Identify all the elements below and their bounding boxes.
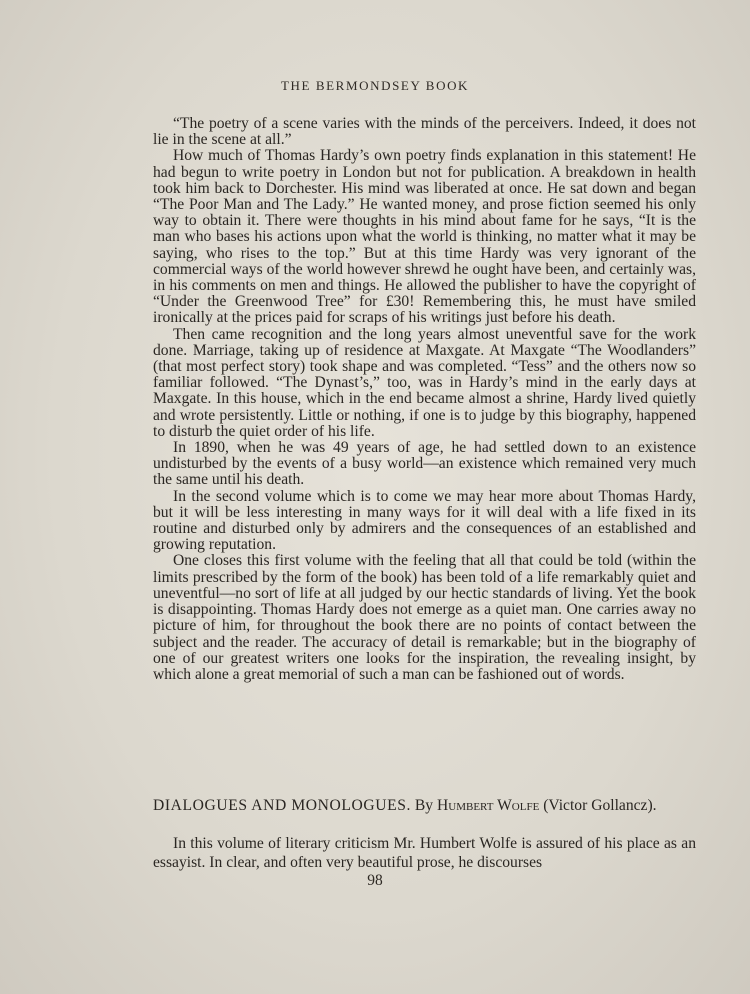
- review-by: By: [414, 797, 434, 814]
- review-heading: [153, 796, 696, 815]
- review-author: Humbert Wolfe: [437, 797, 540, 814]
- main-text: [153, 116, 696, 683]
- review-book-title: DIALOGUES AND MONOLOGUES.: [153, 797, 411, 814]
- review-text: [153, 835, 696, 872]
- paragraph-conclusion: One closes this first volume with the feeling that all that could be told (within the limits prescribed by the form of the book) has been told of a life remarkably quiet and uneventful—no sort of life at all judged by our hectic standards of living. Yet the book is disappointing. Thomas Hardy does not emerge as a quiet man. One carries away no picture of him, for throughout the book there are no points of contact between the subject and the reader. The accuracy of detail is remarkable; but in the biography of one of our greatest writers one looks for the inspiration, the revealing insight, by which alone a great memorial of such a man can be fashioned out of words.: [153, 552, 696, 683]
- paragraph-recognition: Then came recognition and the long years almost uneventful save for the work done. Marriage, taking up of residence at Maxgate. At Maxgate “The Woodlanders” (that most perfect story) took shape and was completed. “Tess” and the others now so familiar followed. “The Dynast’s,” too, was in Hardy’s mind in the early days at Maxgate. In this house, which in the end became almost a shrine, Hardy lived quietly and wrote persistently. Little or nothing, if one is to judge by this biography, happened to disturb the quiet order of his life.: [153, 325, 696, 440]
- running-header: THE BERMONDSEY BOOK: [280, 78, 470, 93]
- review-paragraph: In this volume of literary criticism Mr. Humbert Wolfe is assured of his place as an essayist. In clear, and often very beautiful prose, he discourses: [153, 835, 696, 871]
- paragraph-poetry: How much of Thomas Hardy’s own poetry finds explanation in this statement! He had begun to write poetry in London but not for publication. A breakdown in health took him back to Dorchester. His mind was liberated at once. He sat down and began “The Poor Man and The Lady.” He wanted money, and prose fiction seemed his only way to obtain it. There were thoughts in his mind about fame for he says, “It is the man who bases his actions upon what the world is thinking, no matter what it may be saying, who rises to the top.” But at this time Hardy was very ignorant of the commercial ways of the world however shrewd he ought have been, and certainly was, in his comments on men and things. He allowed the publisher to have the copyright of “Under the Greenwood Tree” for £30! Remembering this, he must have smiled ironically at the prices paid for scraps of his writings just before his death.: [153, 147, 696, 327]
- paragraph-second-volume: In the second volume which is to come we may hear more about Thomas Hardy, but it will be less interesting in many ways for it will deal with a life fixed in its routine and disturbed only by admirers and the consequences of an established and growing reputation.: [153, 487, 696, 554]
- paragraph-1890: In 1890, when he was 49 years of age, he had settled down to an existence undisturbed by the events of a busy world—an existence which remained very much the same until his death.: [153, 439, 696, 489]
- page-number: 98: [367, 872, 383, 889]
- review-publisher: (Victor Gollancz).: [543, 797, 657, 814]
- paragraph-quote: “The poetry of a scene varies with the minds of the perceivers. Indeed, it does not lie in the scene at all.”: [153, 115, 696, 149]
